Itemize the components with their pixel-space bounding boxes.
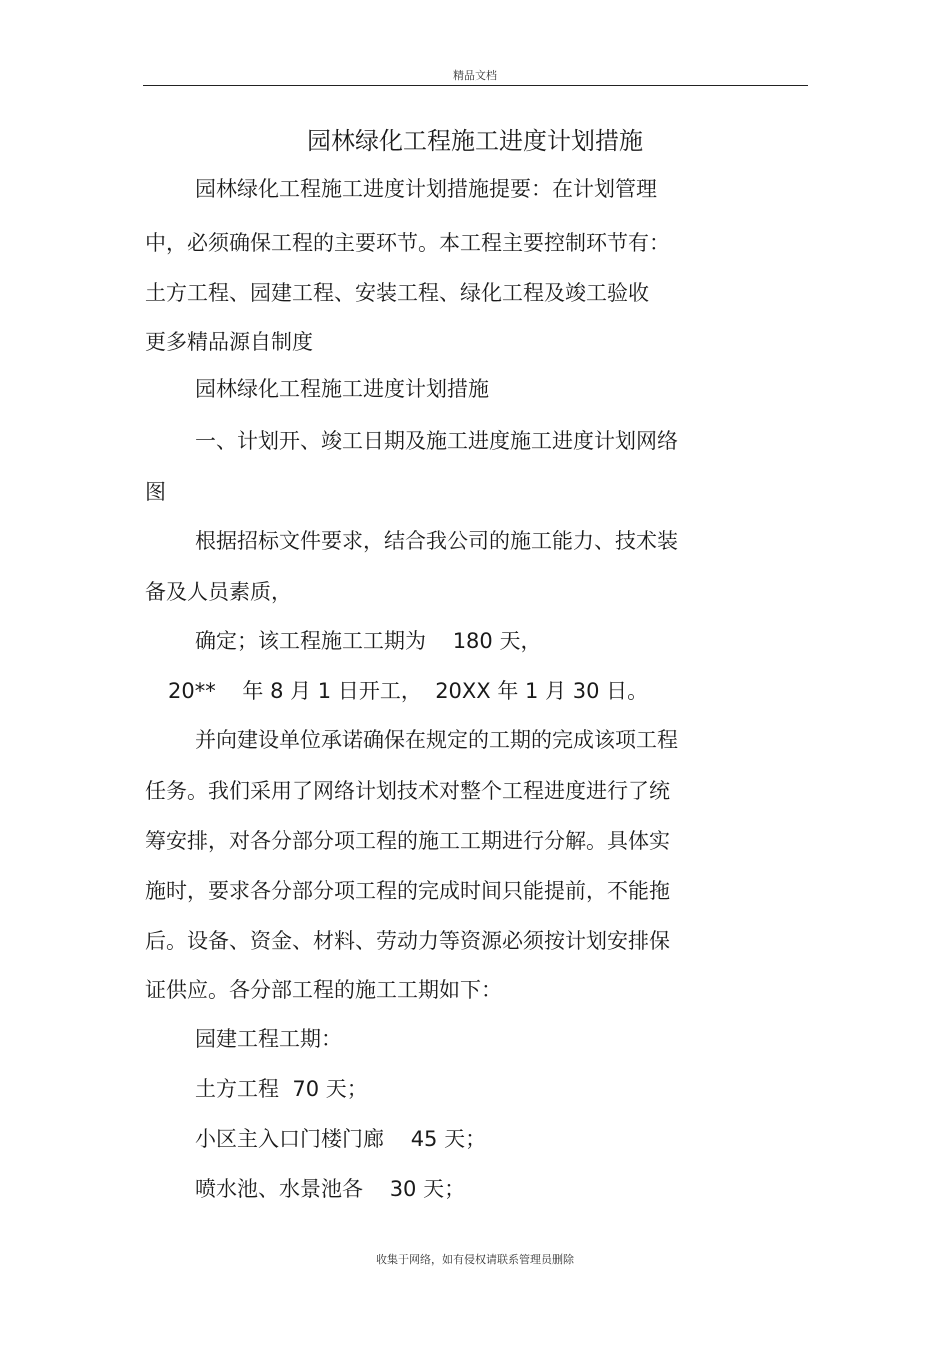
page-footer: 收集于网络，如有侵权请联系管理员删除 bbox=[376, 1253, 574, 1266]
paragraph-line: 备及人员素质， bbox=[145, 580, 292, 604]
paragraph-line: 图 bbox=[145, 480, 166, 504]
paragraph-line: 并向建设单位承诺确保在规定的工期的完成该项工程 bbox=[195, 728, 678, 752]
paragraph-line: 筹安排，对各分部分项工程的施工工期进行分解。具体实 bbox=[145, 829, 670, 853]
paragraph-line: 园建工程工期： bbox=[195, 1027, 342, 1051]
paragraph-line: 土方工程 70 天； bbox=[195, 1077, 368, 1101]
paragraph-line: 任务。我们采用了网络计划技术对整个工程进度进行了统 bbox=[145, 779, 670, 803]
paragraph-line: 证供应。各分部工程的施工工期如下： bbox=[145, 978, 502, 1002]
page-header: 精品文档 bbox=[453, 69, 497, 82]
paragraph-line: 一、计划开、竣工日期及施工进度施工进度计划网络 bbox=[195, 429, 678, 453]
paragraph-line: 土方工程、园建工程、安装工程、绿化工程及竣工验收 bbox=[145, 281, 649, 305]
paragraph-line: 确定；该工程施工工期为 180 天， bbox=[195, 629, 542, 653]
paragraph-line: 喷水池、水景池各 30 天； bbox=[195, 1177, 466, 1201]
document-title: 园林绿化工程施工进度计划措施 bbox=[307, 127, 643, 155]
paragraph-line: 小区主入口门楼门廊 45 天； bbox=[195, 1127, 487, 1151]
paragraph-line: 根据招标文件要求，结合我公司的施工能力、技术装 bbox=[195, 529, 678, 553]
header-divider bbox=[143, 85, 808, 86]
paragraph-line: 中，必须确保工程的主要环节。本工程主要控制环节有： bbox=[145, 231, 670, 255]
paragraph-line: 园林绿化工程施工进度计划措施 bbox=[195, 377, 489, 401]
paragraph-line: 园林绿化工程施工进度计划措施提要：在计划管理 bbox=[195, 177, 657, 201]
paragraph-line: 20** 年 8 月 1 日开工， 20XX 年 1 月 30 日。 bbox=[168, 679, 649, 703]
paragraph-line: 更多精品源自制度 bbox=[145, 330, 313, 354]
paragraph-line: 施时，要求各分部分项工程的完成时间只能提前，不能拖 bbox=[145, 879, 670, 903]
paragraph-line: 后。设备、资金、材料、劳动力等资源必须按计划安排保 bbox=[145, 929, 670, 953]
